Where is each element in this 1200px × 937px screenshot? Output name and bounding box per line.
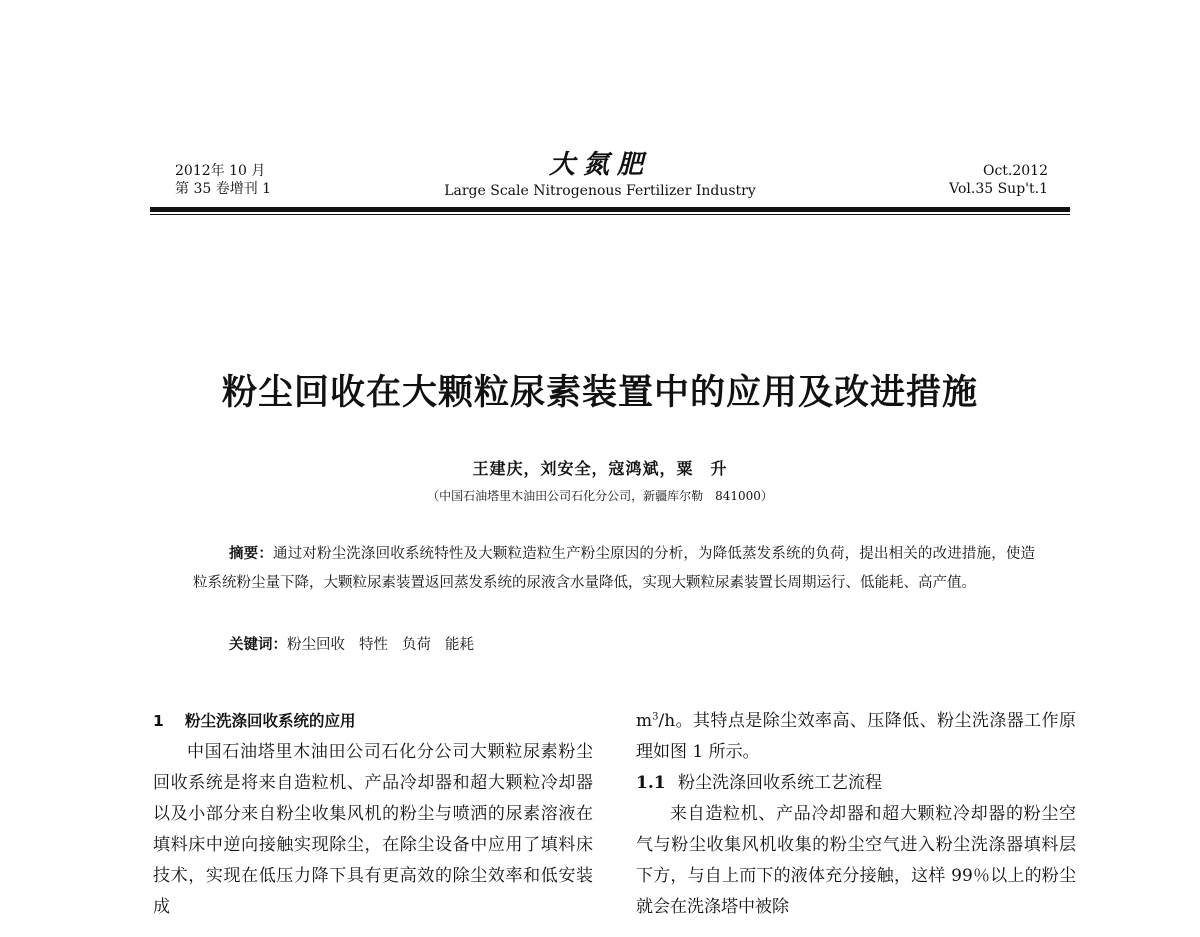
section-number: 1 [153, 712, 164, 730]
body-right-column [636, 706, 1076, 923]
unit-base: m [636, 711, 653, 731]
body-paragraph-continued [636, 706, 1076, 768]
continued-text: /h。其特点是除尘效率高、压降低、粉尘洗涤器工作原理如图 1 所示。 [636, 711, 1076, 762]
header-rule-thin [150, 214, 1070, 215]
article-title: 粉尘回收在大颗粒尿素装置中的应用及改进措施 [221, 373, 978, 413]
keyword: 特性 [359, 637, 388, 653]
keywords-label: 关键词： [229, 637, 287, 653]
article-affiliation: （中国石油塔里木油田公司石化分公司，新疆库尔勒 841000） [427, 489, 773, 503]
subsection-number: 1.1 [636, 773, 666, 793]
body-paragraph: 来自造粒机、产品冷却器和超大颗粒冷却器的粉尘空气与粉尘收集风机收集的粉尘空气进入粉尘洗涤器填料层下方，与自上而下的液体充分接触，这样 99％以上的粉尘就会在洗涤塔中被除 [636, 804, 1076, 917]
subsection-title: 粉尘洗涤回收系统工艺流程 [678, 773, 882, 793]
journal-logo: 大氮肥 [548, 150, 651, 180]
keywords [229, 633, 488, 654]
header-rule-thick [150, 207, 1070, 212]
keyword: 负荷 [402, 637, 431, 653]
journal-name: Large Scale Nitrogenous Fertilizer Industry [444, 183, 756, 199]
abstract-text: 通过对粉尘洗涤回收系统特性及大颗粒造粒生产粉尘原因的分析，为降低蒸发系统的负荷，提出相关的改进措施，使造粒系统粉尘量下降，大颗粒尿素装置返回蒸发系统的尿液含水量降低，实现大颗粒尿素装置长周期运行、低能耗、高产值。 [193, 546, 1036, 591]
header-date-cn: 2012年 10 月 [175, 163, 266, 179]
header-date-en: Oct.2012 [982, 163, 1048, 179]
abstract-label: 摘要： [229, 546, 273, 562]
subsection-heading [636, 768, 1076, 799]
keyword: 能耗 [445, 637, 474, 653]
unit-superscript: 3 [652, 711, 659, 723]
keyword: 粉尘回收 [287, 637, 345, 653]
header-issue-en: Vol.35 Sup't.1 [949, 181, 1048, 197]
body-left-column [153, 706, 593, 923]
header-right [949, 162, 1048, 198]
section-title: 粉尘洗涤回收系统的应用 [185, 712, 356, 730]
header-issue-cn: 第 35 卷增刊 1 [175, 181, 272, 197]
section-heading [153, 706, 593, 737]
abstract [193, 540, 1035, 598]
article-authors: 王建庆，刘安全，寇鸿斌，粟 升 [472, 459, 728, 478]
body-paragraph: 中国石油塔里木油田公司石化分公司大颗粒尿素粉尘回收系统是将来自造粒机、产品冷却器和超大颗粒冷却器以及小部分来自粉尘收集风机的粉尘与喷洒的尿素溶液在填料床中逆向接触实现除尘，在除尘设备中应用了填料床技术，实现在低压力降下具有更高效的除尘效率和低安装成 [153, 742, 593, 917]
